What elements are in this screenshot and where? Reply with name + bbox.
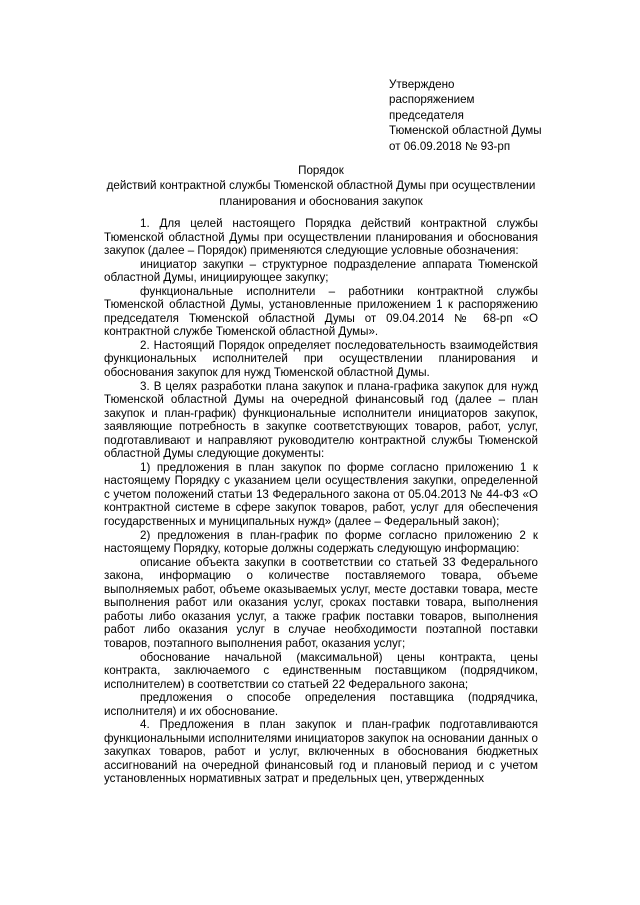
title-subtitle: планирования и обоснования закупок (219, 194, 423, 208)
title-heading: Порядок (298, 164, 344, 177)
paragraph: 1) предложения в план закупок по форме согласно приложению 1 к настоящему Порядку с указанием цели осуществления закупки, определенной с учетом положений статьи 13 Федерального закона от 05.04.2013 № 44-ФЗ «О контрактной системе в сфере закупок товаров, работ, услуг для обеспечения государственных и муниципальных нужд» (далее – Федеральный закон); (104, 460, 538, 529)
title-subtitle: действий контрактной службы Тюменской областной Думы при осуществлении (106, 179, 536, 193)
approval-line: Тюменской областной Думы (389, 124, 542, 138)
approval-stamp (389, 77, 629, 154)
approval-line: от 06.09.2018 № 93-рп (389, 139, 511, 153)
paragraph: 1. Для целей настоящего Порядка действий контрактной службы Тюменской областной Думы при осуществлении планирования и обоснования закупок (далее – Порядок) применяются следующие условные обозначения: (104, 217, 538, 258)
paragraph: функциональные исполнители – работники контрактной службы Тюменской областной Думы, установленные приложением 1 к распоряжению председателя Тюменской областной Думы от 09.04.2014 № 68-рп «О контрактной службе Тюменской областной Думы». (104, 284, 538, 339)
paragraph: предложения о способе определения поставщика (подрядчика, исполнителя) и их обоснование. (104, 691, 538, 718)
paragraph: обоснование начальной (максимальной) цены контракта, цены контракта, заключаемого с единственным поставщиком (подрядчиком, исполнителем) в соответствии со статьей 22 Федерального закона; (104, 650, 538, 691)
paragraph: 2. Настоящий Порядок определяет последовательность взаимодействия функциональных исполнителей при осуществлении планирования и обоснования закупок для нужд Тюменской областной Думы. (104, 338, 538, 380)
paragraph: 2) предложения в план-график по форме согласно приложению 2 к настоящему Порядку, которые должны содержать следующую информацию: (104, 528, 538, 556)
paragraph: 3. В целях разработки плана закупок и плана-графика закупок для нужд Тюменской областной Думы на очередной финансовый год (далее – план закупок и план-график) функциональные исполнители инициаторов закупок, заявляющие потребность в закупке соответствующих товаров, работ, услуг, подготавливают и направляют руководителю контрактной службы Тюменской областной Думы следующие документы: (104, 379, 538, 461)
paragraph: 4. Предложения в план закупок и план-график подготавливаются функциональными исполнителями инициаторов закупок на основании данных о закупках товаров, работ и услуг, включенных в обоснования бюджетных ассигнований на очередной финансовый год и плановый период и с учетом установленных нормативных затрат и предельных цен, утвержденных (104, 718, 538, 786)
approval-line: распоряжением (389, 93, 475, 107)
document-title (104, 163, 538, 209)
paragraph: инициатор закупки – структурное подразделение аппарата Тюменской областной Думы, инициирующее закупку; (104, 257, 538, 285)
document-body (104, 217, 538, 786)
approval-line: председателя (389, 108, 464, 122)
paragraph: описание объекта закупки в соответствии со статьей 33 Федерального закона, информацию о количестве поставляемого товара, объеме выполняемых работ, объеме оказываемых услуг, месте доставки товара, месте выполнения работ или оказания услуг, сроках поставки товара, выполнения работы либо оказания услуг, а также график поставки товаров, выполнения работ либо оказания услуг в случае необходимости поэтапной поставки товаров, поэтапного выполнения работ, оказания услуг; (104, 555, 538, 650)
approval-line: Утверждено (389, 78, 455, 91)
